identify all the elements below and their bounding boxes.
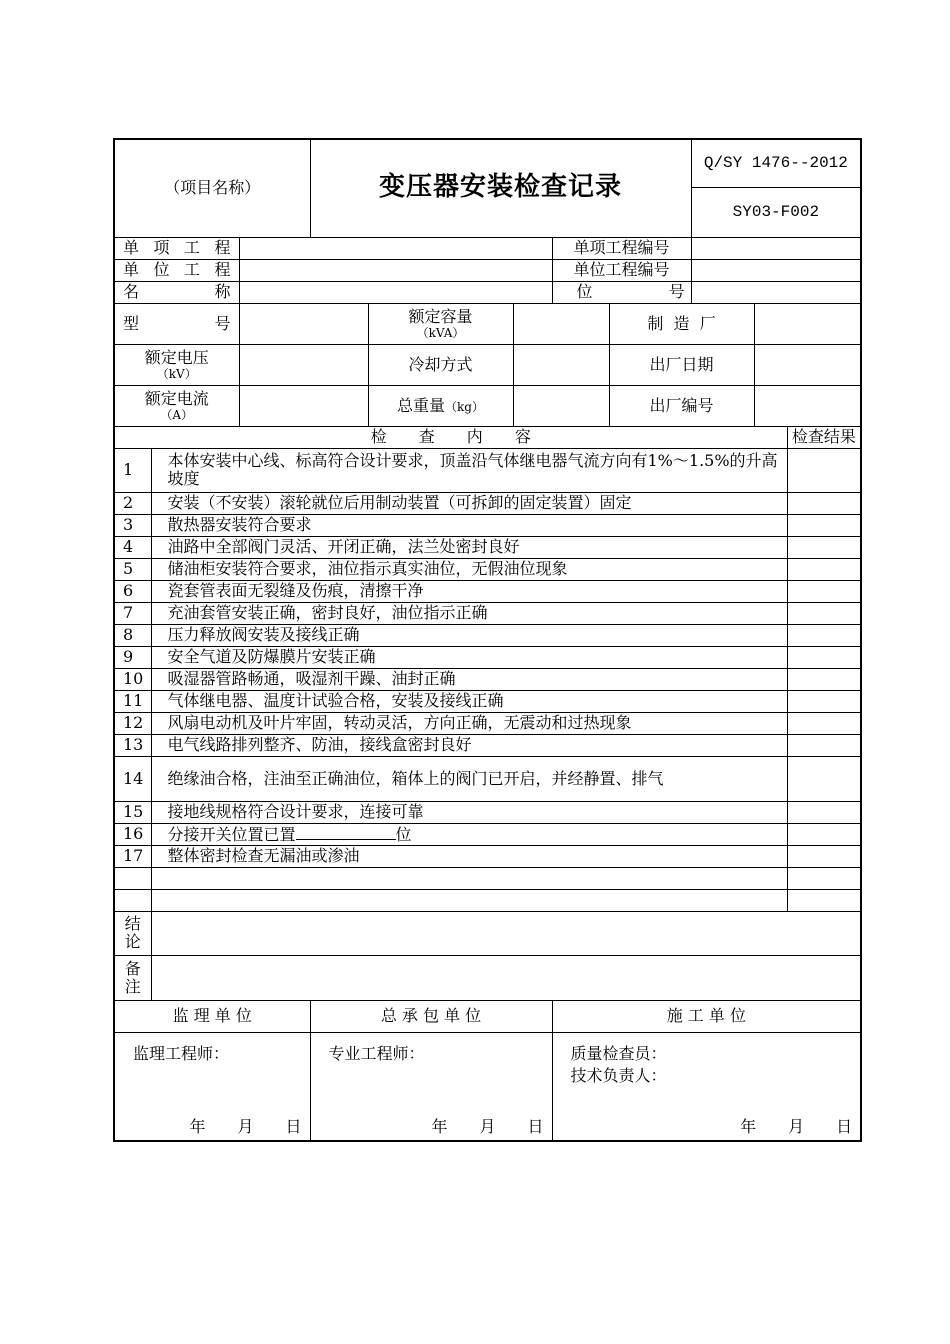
item-number: 3 <box>114 514 151 536</box>
quality-inspector-label: 质量检查员： <box>570 1043 667 1063</box>
item-text: 吸湿器管路畅通，吸湿剂干躁、油封正确 <box>151 668 787 690</box>
table-row <box>114 756 861 801</box>
item-text: 分接开关位置已置 位 <box>151 823 787 845</box>
item-result[interactable] <box>787 756 861 801</box>
value-sub-project-no[interactable] <box>691 237 861 259</box>
item-number: 7 <box>114 602 151 624</box>
item-text: 本体安装中心线、标高符合设计要求，顶盖沿气体继电器气流方向有1%～1.5%的升高坡度 <box>151 448 787 492</box>
label-model: 型 号 <box>114 303 239 344</box>
item-number: 6 <box>114 580 151 602</box>
item-result[interactable] <box>787 646 861 668</box>
project-name-cell <box>114 139 310 237</box>
value-factory-no[interactable] <box>754 385 861 426</box>
table-row <box>114 536 861 558</box>
item-number: 2 <box>114 492 151 514</box>
item-text[interactable] <box>151 867 787 889</box>
item-result[interactable] <box>787 602 861 624</box>
label-factory-date: 出厂日期 <box>609 344 754 385</box>
table-row <box>114 492 861 514</box>
item-result[interactable] <box>787 448 861 492</box>
item-result[interactable] <box>787 734 861 756</box>
table-row <box>114 889 861 911</box>
technical-lead-label: 技术负责人： <box>570 1065 667 1085</box>
item-text: 风扇电动机及叶片牢固，转动灵活，方向正确，无震动和过热现象 <box>151 712 787 734</box>
item-text: 接地线规格符合设计要求，连接可靠 <box>151 801 787 823</box>
item-number <box>114 889 151 911</box>
item-result[interactable] <box>787 690 861 712</box>
value-total-weight[interactable] <box>513 385 609 426</box>
item-text: 气体继电器、温度计试验合格，安装及接线正确 <box>151 690 787 712</box>
item-result[interactable] <box>787 823 861 845</box>
item-result[interactable] <box>787 492 861 514</box>
standard-code: Q/SY 1476--2012 <box>691 139 861 187</box>
construction-heading: 施 工 单 位 <box>552 1000 861 1032</box>
item-result[interactable] <box>787 536 861 558</box>
value-sub-project[interactable] <box>239 237 552 259</box>
item-result[interactable] <box>787 558 861 580</box>
label-cooling: 冷却方式 <box>368 344 513 385</box>
project-name: （项目名称） <box>164 178 261 198</box>
item-result[interactable] <box>787 889 861 911</box>
value-manufacturer[interactable] <box>754 303 861 344</box>
item-result[interactable] <box>787 801 861 823</box>
table-row <box>114 845 861 867</box>
label-position-no: 位 号 <box>552 281 691 303</box>
contractor-engineer-label: 专业工程师： <box>328 1043 425 1063</box>
item-result[interactable] <box>787 514 861 536</box>
item-result[interactable] <box>787 580 861 602</box>
label-manufacturer: 制 造 厂 <box>609 303 754 344</box>
item-number: 5 <box>114 558 151 580</box>
table-row <box>114 580 861 602</box>
contractor-date: 年 月 日 <box>431 1117 544 1136</box>
remarks-label: 备 注 <box>114 955 151 1000</box>
item-text: 电气线路排列整齐、防油，接线盒密封良好 <box>151 734 787 756</box>
table-row <box>114 624 861 646</box>
item-text: 压力释放阀安装及接线正确 <box>151 624 787 646</box>
item-number: 14 <box>114 756 151 801</box>
label-name: 名 称 <box>114 281 239 303</box>
item-text: 绝缘油合格，注油至正确油位，箱体上的阀门已开启，并经静置、排气 <box>151 756 787 801</box>
item-text: 瓷套管表面无裂缝及伤痕，清擦干净 <box>151 580 787 602</box>
supervision-date: 年 月 日 <box>189 1117 302 1136</box>
conclusion-field[interactable] <box>151 911 861 955</box>
item-number: 10 <box>114 668 151 690</box>
title-cell <box>310 139 691 237</box>
item-result[interactable] <box>787 668 861 690</box>
construction-signature[interactable] <box>552 1032 861 1141</box>
inspection-result-header: 检查结果 <box>787 426 861 448</box>
table-row <box>114 602 861 624</box>
item-result[interactable] <box>787 624 861 646</box>
table-row <box>114 734 861 756</box>
item-number: 13 <box>114 734 151 756</box>
label-rated-capacity: 额定容量 （kVA） <box>368 303 513 344</box>
label-total-weight: 总重量（kg） <box>368 385 513 426</box>
table-row <box>114 668 861 690</box>
inspection-form <box>113 138 862 1142</box>
item-number: 15 <box>114 801 151 823</box>
table-row <box>114 823 861 845</box>
item-number: 11 <box>114 690 151 712</box>
item-number: 17 <box>114 845 151 867</box>
table-row <box>114 558 861 580</box>
conclusion-label: 结 论 <box>114 911 151 955</box>
label-sub-project-no: 单项工程编号 <box>552 237 691 259</box>
table-row <box>114 448 861 492</box>
item-result[interactable] <box>787 845 861 867</box>
table-row <box>114 712 861 734</box>
item-text: 储油柜安装符合要求，油位指示真实油位，无假油位现象 <box>151 558 787 580</box>
item-number: 12 <box>114 712 151 734</box>
tap-position-blank[interactable] <box>296 825 396 840</box>
table-row <box>114 514 861 536</box>
item-text: 充油套管安装正确，密封良好，油位指示正确 <box>151 602 787 624</box>
label-factory-no: 出厂编号 <box>609 385 754 426</box>
item-number: 16 <box>114 823 151 845</box>
value-model[interactable] <box>239 303 368 344</box>
item-text: 整体密封检查无漏油或渗油 <box>151 845 787 867</box>
table-row <box>114 801 861 823</box>
item-number: 8 <box>114 624 151 646</box>
value-factory-date[interactable] <box>754 344 861 385</box>
supervision-signature[interactable] <box>114 1032 310 1141</box>
value-unit-project[interactable] <box>239 259 552 281</box>
item-number: 1 <box>114 448 151 492</box>
item-number: 4 <box>114 536 151 558</box>
value-rated-voltage[interactable] <box>239 344 368 385</box>
form-code: SY03-F002 <box>691 187 861 237</box>
value-rated-capacity[interactable] <box>513 303 609 344</box>
supervision-engineer-label: 监理工程师： <box>133 1043 230 1063</box>
item-text: 散热器安装符合要求 <box>151 514 787 536</box>
item-text: 油路中全部阀门灵活、开闭正确，法兰处密封良好 <box>151 536 787 558</box>
label-sub-project: 单 项 工 程 <box>114 237 239 259</box>
label-rated-voltage: 额定电压 （kV） <box>114 344 239 385</box>
item-text: 安全气道及防爆膜片安装正确 <box>151 646 787 668</box>
value-position-no[interactable] <box>691 281 861 303</box>
value-name[interactable] <box>239 281 552 303</box>
label-unit-project-no: 单位工程编号 <box>552 259 691 281</box>
contractor-heading: 总 承 包 单 位 <box>310 1000 552 1032</box>
contractor-signature[interactable] <box>310 1032 552 1141</box>
label-rated-current: 额定电流 （A） <box>114 385 239 426</box>
table-row <box>114 646 861 668</box>
table-row <box>114 867 861 889</box>
remarks-field[interactable] <box>151 955 861 1000</box>
label-unit-project: 单 位 工 程 <box>114 259 239 281</box>
item-text: 安装（不安装）滚轮就位后用制动装置（可拆卸的固定装置）固定 <box>151 492 787 514</box>
item-text[interactable] <box>151 889 787 911</box>
inspection-content-header: 检 查 内 容 <box>114 426 787 448</box>
value-cooling[interactable] <box>513 344 609 385</box>
value-rated-current[interactable] <box>239 385 368 426</box>
item-result[interactable] <box>787 712 861 734</box>
page-title: 变压器安装检查记录 <box>379 171 623 202</box>
supervision-heading: 监 理 单 位 <box>114 1000 310 1032</box>
value-unit-project-no[interactable] <box>691 259 861 281</box>
item-number: 9 <box>114 646 151 668</box>
item-number <box>114 867 151 889</box>
table-row <box>114 690 861 712</box>
construction-date: 年 月 日 <box>740 1117 853 1136</box>
item-result[interactable] <box>787 867 861 889</box>
